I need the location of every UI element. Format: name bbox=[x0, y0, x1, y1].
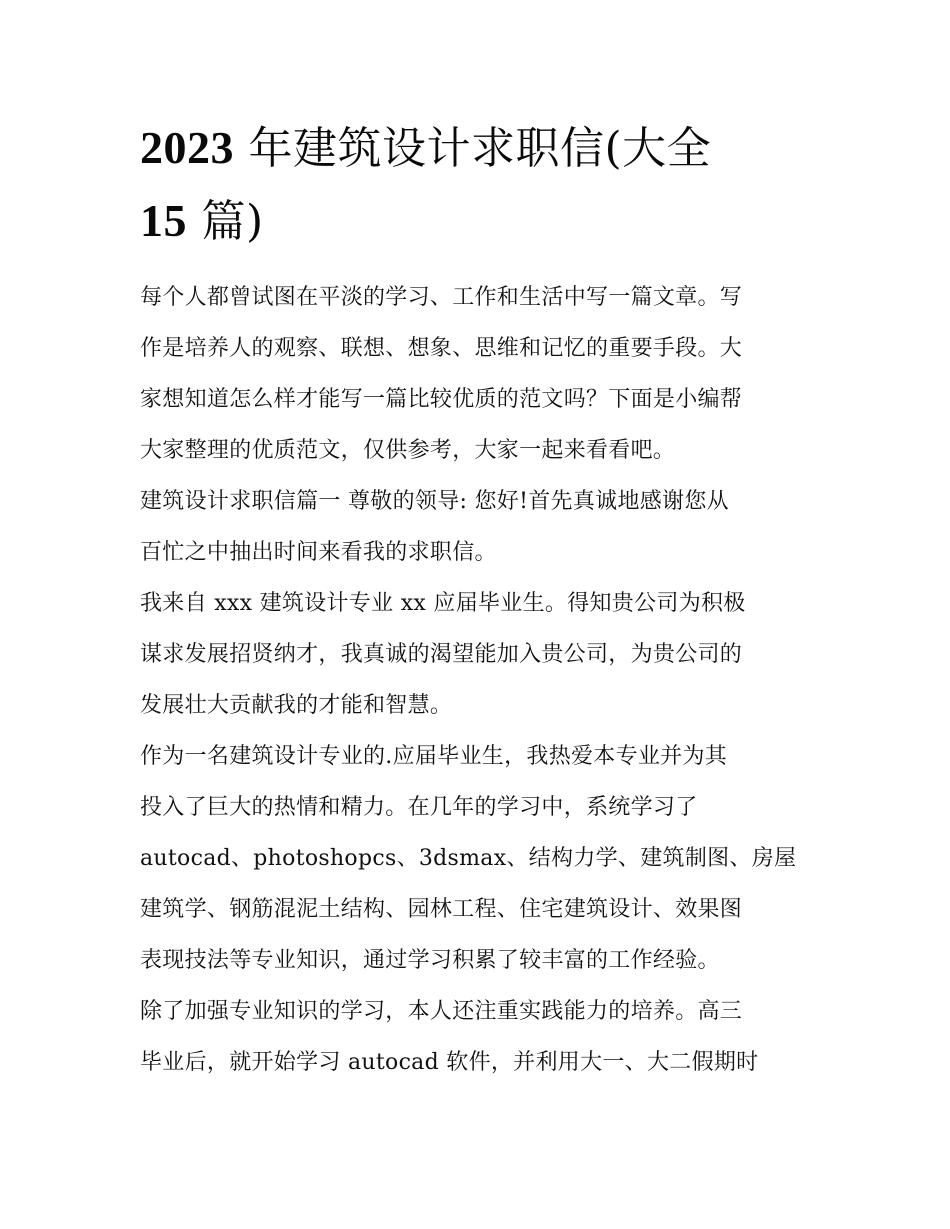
document-content bbox=[140, 112, 820, 1088]
text-line: autocad、photoshopcs、3dsmax、结构力学、建筑制图、房屋 bbox=[140, 846, 797, 871]
text-line: 每个人都曾试图在平淡的学习、工作和生活中写一篇文章。写 bbox=[140, 285, 743, 310]
text-line: 建筑设计求职信篇一 尊敬的领导: 您好!首先真诚地感谢您从 bbox=[140, 489, 729, 514]
title-text-line1: 年建筑设计求职信(大全 bbox=[234, 123, 712, 174]
title-text-line2: 篇) bbox=[187, 196, 264, 247]
paragraph-practice bbox=[140, 986, 820, 1088]
paragraph-skills bbox=[140, 731, 820, 986]
document-title bbox=[140, 112, 820, 258]
paragraph-intro bbox=[140, 272, 820, 476]
text-line: 发展壮大贡献我的才能和智慧。 bbox=[140, 693, 453, 718]
text-line: 投入了巨大的热情和精力。在几年的学习中，系统学习了 bbox=[140, 795, 698, 820]
text-line: 作是培养人的观察、联想、想象、思维和记忆的重要手段。大 bbox=[140, 336, 743, 361]
paragraph-introduction bbox=[140, 578, 820, 731]
text-line: 毕业后，就开始学习 autocad 软件，并利用大一、大二假期时 bbox=[140, 1050, 759, 1075]
text-line: 表现技法等专业知识，通过学习积累了较丰富的工作经验。 bbox=[140, 948, 720, 973]
text-line: 除了加强专业知识的学习，本人还注重实践能力的培养。高三 bbox=[140, 999, 743, 1024]
text-line: 作为一名建筑设计专业的.应届毕业生，我热爱本专业并为其 bbox=[140, 744, 728, 769]
text-line: 家想知道怎么样才能写一篇比较优质的范文吗？下面是小编帮 bbox=[140, 387, 743, 412]
text-line: 大家整理的优质范文，仅供参考，大家一起来看看吧。 bbox=[140, 438, 676, 463]
title-year: 2023 bbox=[140, 122, 234, 173]
text-line: 谋求发展招贤纳才，我真诚的渴望能加入贵公司，为贵公司的 bbox=[140, 642, 743, 667]
text-line: 我来自 xxx 建筑设计专业 xx 应届毕业生。得知贵公司为积极 bbox=[140, 591, 746, 616]
text-line: 百忙之中抽出时间来看我的求职信。 bbox=[140, 540, 497, 565]
text-line: 建筑学、钢筋混泥土结构、园林工程、住宅建筑设计、效果图 bbox=[140, 897, 743, 922]
paragraph-greeting bbox=[140, 476, 820, 578]
title-count: 15 bbox=[140, 195, 187, 246]
